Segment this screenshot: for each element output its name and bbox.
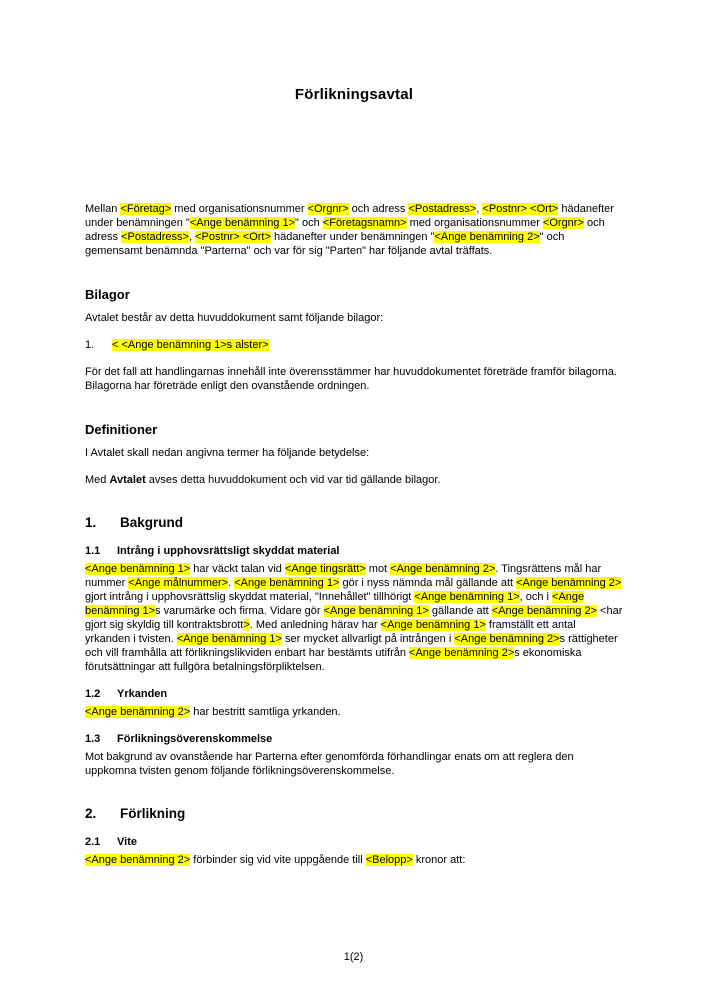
placeholder-highlight: <Orgnr> bbox=[307, 203, 349, 215]
section-1-2-paragraph bbox=[85, 705, 623, 719]
placeholder-highlight: <Ange tingsrätt> bbox=[284, 563, 366, 575]
text-run: mot bbox=[365, 563, 391, 575]
text-run: <har gjort sig skyldig till kontraktsbrott bbox=[85, 605, 623, 631]
text-run: gjort intrång i upphovsrättslig skyddat material, "Innehållet" tillhörigt bbox=[85, 591, 415, 603]
bilagor-heading: Bilagor bbox=[85, 287, 130, 302]
placeholder-highlight: <Ange målnummer> bbox=[128, 577, 229, 589]
section-2-1-paragraph bbox=[85, 853, 623, 867]
section-2-title: Förlikning bbox=[120, 806, 186, 821]
text-run: gällande att bbox=[428, 605, 492, 617]
text-run: har bestritt samtliga yrkanden. bbox=[190, 706, 341, 718]
section-2-heading bbox=[85, 805, 623, 822]
document-title: Förlikningsavtal bbox=[294, 86, 414, 103]
text-run: , och i bbox=[519, 591, 553, 603]
section-1-1-paragraph bbox=[85, 562, 623, 674]
text-run: . Med anledning härav har bbox=[249, 619, 381, 631]
text-run: och adress bbox=[348, 203, 409, 215]
section-1-number: 1. bbox=[85, 515, 97, 530]
section-1-title: Bakgrund bbox=[120, 515, 184, 530]
section-1-2-title: Yrkanden bbox=[117, 688, 168, 700]
section-2-1-heading bbox=[85, 835, 623, 849]
placeholder-highlight: <Ange benämning 2> bbox=[454, 633, 560, 645]
section-2-1-title: Vite bbox=[117, 836, 137, 848]
text-run: och adress bbox=[85, 217, 605, 243]
attachment-item bbox=[85, 338, 623, 352]
text-run: . Tingsrättens mål har nummer bbox=[85, 563, 602, 589]
text-run: gör i nyss nämnda mål gällande att bbox=[339, 577, 517, 589]
section-1-2-number: 1.2 bbox=[85, 688, 101, 700]
text-run: , bbox=[476, 203, 483, 215]
definitioner-heading: Definitioner bbox=[85, 422, 158, 437]
placeholder-highlight: <Ange benämning 1> bbox=[85, 591, 585, 617]
text-run: kronor att: bbox=[412, 854, 466, 866]
placeholder-highlight: <Ange benämning 1> bbox=[189, 217, 296, 229]
definitioner-paragraph-1: I Avtalet skall nedan angivna termer ha följande betydelse: bbox=[85, 447, 370, 459]
placeholder-highlight: <Ange benämning 2> bbox=[390, 563, 496, 575]
definitioner-paragraph-2 bbox=[85, 473, 623, 487]
text-run: s varumärke och firma bbox=[155, 605, 264, 617]
placeholder-highlight: <Ange benämning 1> bbox=[234, 577, 340, 589]
placeholder-highlight: <Postnr> <Ort> bbox=[195, 231, 271, 243]
text-run: förbinder sig vid vite uppgående till bbox=[190, 854, 366, 866]
placeholder-highlight: < <Ange benämning 1>s alster> bbox=[112, 339, 269, 351]
bilagor-paragraph-2: För det fall att handlingarnas innehåll inte överensstämmer har huvuddokumentet företräde framför bilagorna. Bilagorna har företräde enligt den ovanstående ordningen. bbox=[85, 366, 617, 392]
section-1-2-heading bbox=[85, 687, 623, 701]
section-2-1-number: 2.1 bbox=[85, 836, 101, 848]
text-run: . bbox=[263, 605, 267, 617]
placeholder-highlight: <Orgnr> bbox=[542, 217, 584, 229]
text-run: Mot bakgrund av ovanstående har Parterna efter genomförda förhandlingar enats om att reglera den uppkomna tvisten genom följande förlikningsöverenskommelse. bbox=[85, 751, 574, 777]
placeholder-highlight: <Ange benämning 2> bbox=[491, 605, 597, 617]
placeholder-highlight: <Ange benämning 1> bbox=[414, 591, 520, 603]
section-1-1-heading bbox=[85, 544, 623, 558]
text-run: Mellan bbox=[85, 203, 121, 215]
placeholder-highlight: <Ange benämning 2> bbox=[85, 854, 191, 866]
text-run: avses detta huvuddokument och vid var tid gällande bilagor. bbox=[145, 474, 441, 486]
placeholder-highlight: <Företag> bbox=[120, 203, 172, 215]
text-run: s ekonomiska förutsättningar att fullgöra betalningsförpliktelsen. bbox=[85, 647, 582, 673]
section-1-heading bbox=[85, 514, 623, 531]
text-run: s rättigheter och vill framhålla att förlikningslikviden enbart har bestämts utifrån bbox=[85, 633, 618, 659]
placeholder-highlight: <Ange benämning 2> bbox=[85, 706, 191, 718]
text-run: Avtalet bbox=[109, 474, 146, 486]
section-1-3-heading bbox=[85, 732, 623, 746]
text-run: . bbox=[228, 577, 235, 589]
section-1-1-number: 1.1 bbox=[85, 545, 101, 557]
text-run: Med bbox=[85, 474, 110, 486]
placeholder-highlight: <Postnr> <Ort> bbox=[482, 203, 559, 215]
text-run: Vidare gör bbox=[266, 605, 324, 617]
text-run: med organisationsnummer bbox=[171, 203, 308, 215]
text-run: med organisationsnummer bbox=[406, 217, 543, 229]
attachments-list bbox=[85, 338, 623, 352]
placeholder-highlight: <Ange benämning 2> bbox=[516, 577, 622, 589]
placeholder-highlight: <Företagsnamn> bbox=[322, 217, 407, 229]
section-1-3-number: 1.3 bbox=[85, 733, 101, 745]
text-run: " och bbox=[295, 217, 323, 229]
section-1-1-title: Intrång i upphovsrättsligt skyddat material bbox=[117, 545, 340, 557]
placeholder-highlight: <Postadress> bbox=[408, 203, 477, 215]
text-run: " och gemensamt benämnda "Parterna" och var för sig "Parten" har följande avtal träffats. bbox=[85, 231, 565, 257]
section-1-3-title: Förlikningsöverenskommelse bbox=[117, 733, 273, 745]
attachment-item-number: 1. bbox=[85, 339, 95, 351]
page-number: 1(2) bbox=[343, 951, 364, 963]
text-run: har väckt talan vid bbox=[190, 563, 285, 575]
text-run: ser mycket allvarligt på intrången i bbox=[281, 633, 455, 645]
placeholder-highlight: <Ange benämning 2> bbox=[434, 231, 540, 243]
intro-paragraph bbox=[85, 202, 623, 258]
section-2-number: 2. bbox=[85, 806, 97, 821]
placeholder-highlight: <Ange benämning 2> bbox=[409, 647, 515, 659]
placeholder-highlight: <Ange benämning 1> bbox=[85, 563, 191, 575]
placeholder-highlight: <Ange benämning 1> bbox=[176, 633, 282, 645]
text-run: hädanefter under benämningen " bbox=[270, 231, 435, 243]
placeholder-highlight: <Postadress> bbox=[121, 231, 189, 243]
text-run: , bbox=[188, 231, 196, 243]
attachment-item-text bbox=[112, 338, 269, 352]
text-run: framställt ett antal yrkanden i tvisten. bbox=[85, 619, 576, 645]
placeholder-highlight: <Ange benämning 1> bbox=[323, 605, 429, 617]
text-run: hädanefter under benämningen " bbox=[85, 203, 614, 229]
placeholder-highlight: <Ange benämning 1> bbox=[380, 619, 486, 631]
placeholder-highlight: <Belopp> bbox=[365, 854, 413, 866]
bilagor-paragraph-1: Avtalet består av detta huvuddokument samt följande bilagor: bbox=[85, 312, 384, 324]
section-1-3-paragraph bbox=[85, 750, 623, 778]
placeholder-highlight: > bbox=[243, 619, 250, 631]
